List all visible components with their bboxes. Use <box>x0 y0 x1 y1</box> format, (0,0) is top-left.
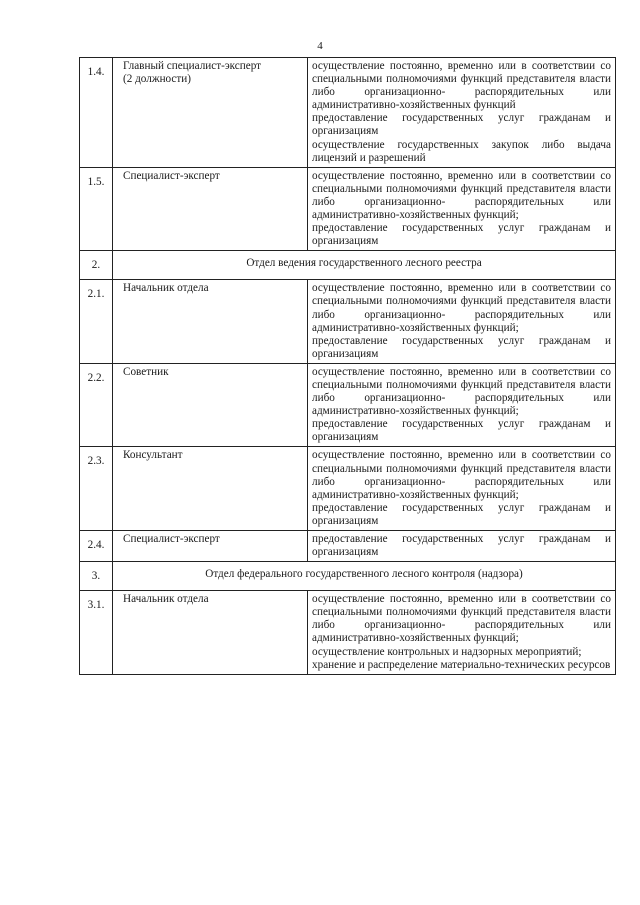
position-title: Специалист-эксперт <box>113 167 308 251</box>
row-number: 1.5. <box>80 167 113 251</box>
function-item: предоставление государственных услуг гражданам и организациям <box>312 222 611 248</box>
position-row <box>80 591 616 675</box>
position-title: Специалист-эксперт <box>113 531 308 562</box>
section-row <box>80 562 616 591</box>
row-number: 3.1. <box>80 591 113 675</box>
function-item: осуществление постоянно, временно или в соответствии со специальными полномочиями функций представителя власти либо организационно- распорядительных или административно-хозяйственных функций; <box>312 282 611 334</box>
position-functions <box>308 531 616 562</box>
page-number: 4 <box>317 40 323 52</box>
row-number: 2.1. <box>80 280 113 364</box>
function-item: предоставление государственных услуг гражданам и организациям <box>312 334 611 360</box>
position-functions <box>308 280 616 364</box>
function-item: предоставление государственных услуг гражданам и организациям <box>312 501 611 527</box>
row-number: 2. <box>80 251 113 280</box>
function-item: предоставление государственных услуг гражданам и организациям <box>312 112 611 138</box>
position-title: Советник <box>113 363 308 447</box>
position-title: Начальник отдела <box>113 280 308 364</box>
position-row <box>80 531 616 562</box>
function-item: осуществление контрольных и надзорных мероприятий; <box>312 645 582 658</box>
position-row <box>80 167 616 251</box>
function-item: осуществление постоянно, временно или в соответствии со специальными полномочиями функций представителя власти либо организационно- распорядительных или административно-хозяйственных функций; <box>312 169 611 222</box>
function-item: осуществление постоянно, временно или в соответствии со специальными полномочиями функций представителя власти либо организационно- распорядительных или административно-хозяйственных функций; <box>312 449 611 501</box>
function-item: осуществление постоянно, временно или в соответствии со специальными полномочиями функций представителя власти либо организационно- распорядительных или административно-хозяйственных функций; <box>312 593 611 645</box>
position-functions <box>308 363 616 447</box>
row-number: 2.2. <box>80 363 113 447</box>
position-functions <box>308 591 616 675</box>
position-title: Консультант <box>113 447 308 531</box>
positions-table-body <box>80 58 616 675</box>
section-row <box>80 251 616 280</box>
positions-table <box>79 57 616 675</box>
position-row <box>80 447 616 531</box>
function-item: предоставление государственных услуг гражданам и организациям <box>312 533 611 559</box>
function-item: осуществление государственных закупок либо выдача лицензий и разрешений <box>312 138 611 164</box>
position-title: Главный специалист-эксперт (2 должности) <box>113 58 308 168</box>
position-row <box>80 363 616 447</box>
position-title: Начальник отдела <box>113 591 308 675</box>
row-number: 3. <box>80 562 113 591</box>
section-title: Отдел федерального государственного лесного контроля (надзора) <box>113 562 616 591</box>
function-item: хранение и распределение материально-технических ресурсов <box>312 658 611 671</box>
row-number: 1.4. <box>80 58 113 168</box>
function-item: предоставление государственных услуг гражданам и организациям <box>312 418 611 444</box>
position-functions <box>308 58 616 168</box>
position-row <box>80 58 616 168</box>
position-functions <box>308 167 616 251</box>
function-item: осуществление постоянно, временно или в соответствии со специальными полномочиями функций представителя власти либо организационно- распорядительных или административно-хозяйственных функций <box>312 60 611 112</box>
row-number: 2.4. <box>80 531 113 562</box>
position-functions <box>308 447 616 531</box>
position-row <box>80 280 616 364</box>
function-item: осуществление постоянно, временно или в соответствии со специальными полномочиями функций представителя власти либо организационно- распорядительных или административно-хозяйственных функций; <box>312 365 611 418</box>
section-title: Отдел ведения государственного лесного реестра <box>113 251 616 280</box>
row-number: 2.3. <box>80 447 113 531</box>
